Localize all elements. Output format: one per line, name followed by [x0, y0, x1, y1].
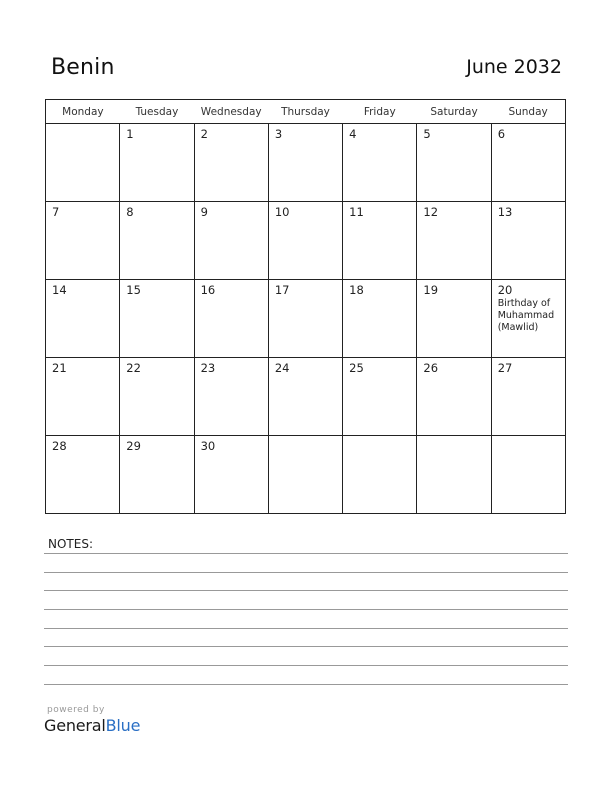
day-cell	[194, 436, 268, 514]
week-row	[46, 358, 566, 436]
calendar-grid	[45, 99, 566, 514]
day-number: 28	[52, 439, 67, 453]
week-row	[46, 436, 566, 514]
day-number: 21	[52, 361, 67, 375]
brand-name	[44, 716, 140, 735]
day-number: 23	[200, 361, 216, 375]
day-cell	[120, 124, 194, 202]
day-number: 2	[200, 127, 208, 141]
day-cell-holiday	[491, 280, 565, 358]
day-number: 30	[200, 439, 216, 453]
day-number: 25	[349, 361, 364, 375]
day-number: 27	[497, 361, 513, 375]
day-number: 19	[423, 283, 439, 297]
day-number: 17	[274, 283, 290, 297]
day-number: 16	[200, 283, 216, 297]
generalblue-logo	[44, 705, 140, 735]
day-number: 3	[274, 127, 283, 141]
day-number: 7	[52, 205, 60, 219]
note-line	[44, 628, 568, 629]
day-number	[343, 436, 416, 439]
day-number: 1	[126, 127, 134, 141]
day-number: 6	[497, 127, 506, 141]
brand-blue: Blue	[105, 716, 141, 735]
day-number: 9	[200, 205, 208, 219]
day-number: 29	[126, 439, 141, 453]
weekday-header: Monday	[46, 100, 120, 124]
day-cell	[268, 436, 342, 514]
day-cell	[491, 358, 565, 436]
day-cell	[46, 358, 120, 436]
day-cell	[417, 436, 491, 514]
day-cell	[417, 202, 491, 280]
month-year-title: June 2032	[466, 56, 562, 78]
day-number	[46, 124, 119, 127]
day-cell	[120, 280, 194, 358]
week-row	[46, 124, 566, 202]
day-cell	[194, 202, 268, 280]
note-line	[44, 609, 568, 610]
weekday-header: Sunday	[491, 100, 565, 124]
week-row	[46, 280, 566, 358]
day-number: 11	[349, 205, 364, 219]
day-number: 13	[497, 205, 513, 219]
day-cell	[268, 358, 342, 436]
note-line	[44, 684, 568, 685]
day-cell	[120, 436, 194, 514]
day-cell	[491, 436, 565, 514]
note-line	[44, 572, 568, 573]
day-cell	[417, 124, 491, 202]
day-cell	[46, 436, 120, 514]
notes-label: NOTES:	[48, 537, 93, 551]
day-cell	[46, 202, 120, 280]
day-cell	[194, 280, 268, 358]
day-number	[269, 436, 342, 439]
day-cell	[417, 358, 491, 436]
day-cell	[343, 280, 417, 358]
weekday-header: Thursday	[268, 100, 342, 124]
day-number: 22	[126, 361, 141, 375]
day-number: 15	[126, 283, 141, 297]
day-cell	[417, 280, 491, 358]
day-number: 14	[52, 283, 67, 297]
day-number: 5	[423, 127, 431, 141]
day-number: 10	[274, 205, 290, 219]
day-cell	[268, 202, 342, 280]
day-number: 4	[349, 127, 357, 141]
day-cell	[268, 124, 342, 202]
day-cell	[46, 124, 120, 202]
day-cell	[268, 280, 342, 358]
note-line	[44, 590, 568, 591]
day-number: 26	[423, 361, 439, 375]
note-line	[44, 665, 568, 666]
day-cell	[343, 124, 417, 202]
day-number: 20	[497, 283, 513, 297]
day-cell	[120, 358, 194, 436]
weekday-header: Saturday	[417, 100, 491, 124]
day-number: 12	[423, 205, 439, 219]
day-number: 8	[126, 205, 134, 219]
note-line	[44, 553, 568, 554]
country-title: Benin	[51, 55, 115, 80]
weekday-header: Wednesday	[194, 100, 268, 124]
holiday-label: Birthday of Muhammad (Mawlid)	[497, 298, 555, 333]
day-number: 18	[349, 283, 364, 297]
powered-by-text: powered by	[47, 705, 105, 715]
day-number: 24	[274, 361, 290, 375]
day-cell	[491, 202, 565, 280]
day-cell	[120, 202, 194, 280]
note-line	[44, 646, 568, 647]
weekday-header: Friday	[343, 100, 417, 124]
day-cell	[491, 124, 565, 202]
day-number	[417, 436, 490, 439]
day-number	[492, 436, 565, 439]
weekday-header: Tuesday	[120, 100, 194, 124]
day-cell	[343, 436, 417, 514]
weekday-header-row	[46, 100, 566, 124]
day-cell	[46, 280, 120, 358]
day-cell	[343, 358, 417, 436]
day-cell	[194, 358, 268, 436]
day-cell	[194, 124, 268, 202]
week-row	[46, 202, 566, 280]
brand-general: General	[44, 716, 106, 735]
day-cell	[343, 202, 417, 280]
